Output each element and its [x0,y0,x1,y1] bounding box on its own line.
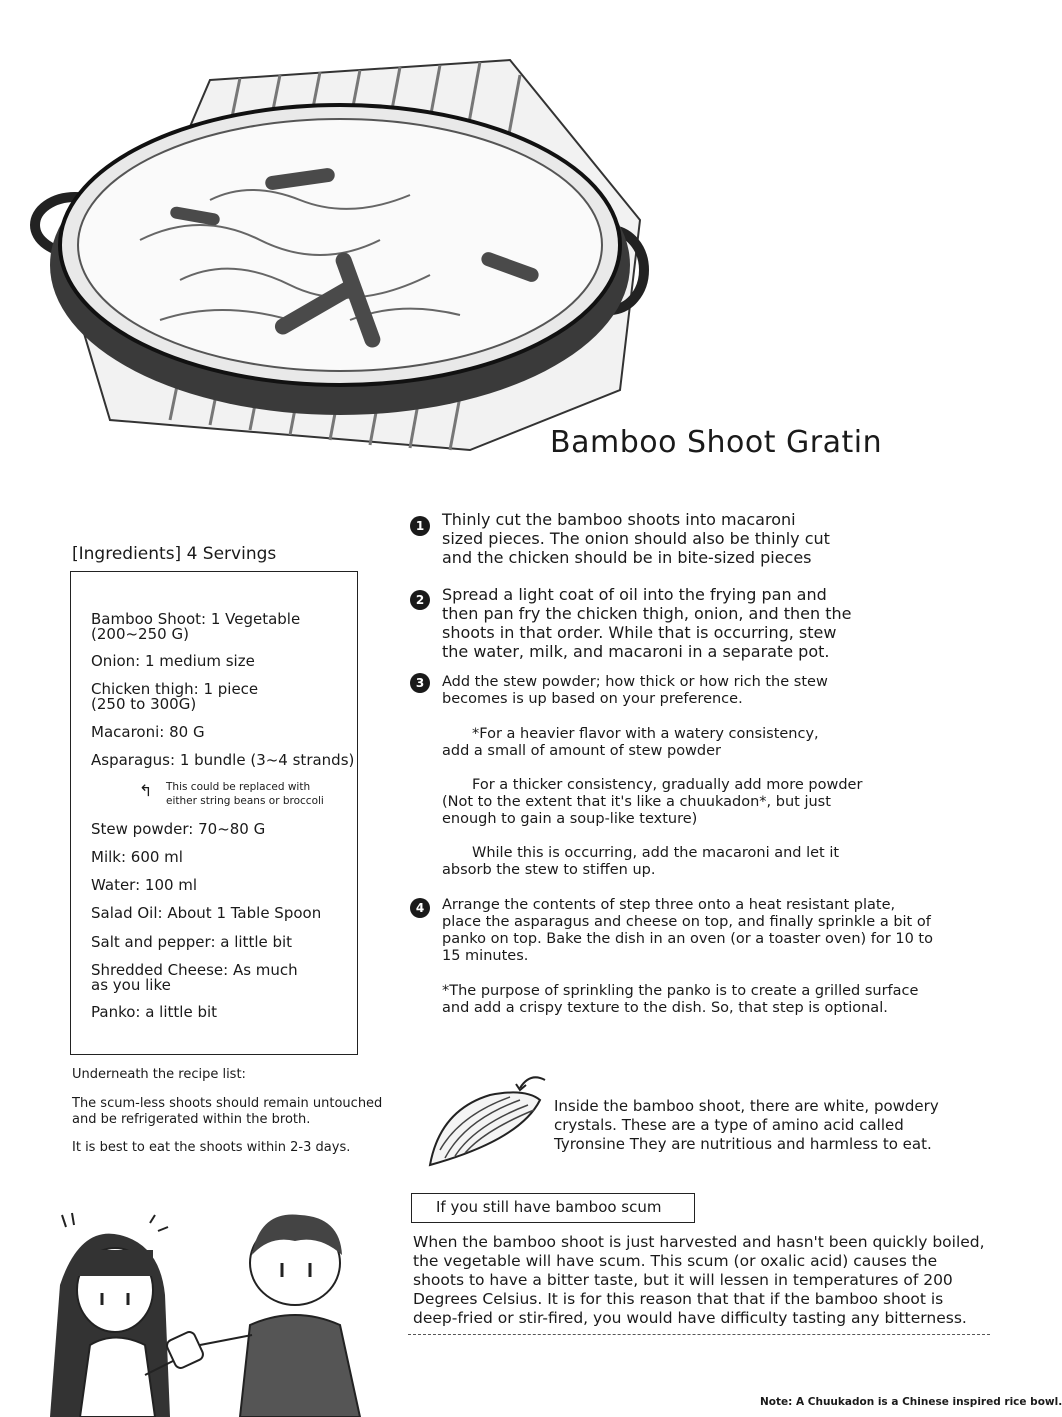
tyrosine-note: Inside the bamboo shoot, there are white, powdery crystals. These are a type of amino acid called Tyronsine They are nutritious and harmless to eat. [554,1097,939,1153]
curved-arrow-icon: ↰ [139,781,153,800]
step-number-badge: 3 [410,673,430,693]
ingredients-box [70,571,358,1055]
step-text: Thinly cut the bamboo shoots into macaroni sized pieces. The onion should also be thinly cut and the chicken should be in bite-sized pieces [442,510,830,567]
ingredient-item: Stew powder: 70~80 G [91,820,266,838]
ingredient-item: Macaroni: 80 G [91,723,205,741]
ingredient-item: Milk: 600 ml [91,848,183,866]
step-text: Add the stew powder; how thick or how rich the stew becomes is up based on your preference. [442,674,828,707]
step-number-badge: 4 [410,898,430,918]
step-text: Arrange the contents of step three onto a heat resistant plate, place the asparagus and cheese on top, and finally sprinkle a bit of panko on top. Bake the dish in an oven (or a toaster oven) for 10 to 15 minutes. [442,897,933,964]
step-note: *For a heavier flavor with a watery consistency, add a small of amount of stew powder [442,726,819,759]
gratin-pan-illustration [20,20,660,460]
ingredient-item: Salad Oil: About 1 Table Spoon [91,904,322,922]
ingredient-item: Shredded Cheese: As much as you like [91,961,298,994]
ingredient-item: Panko: a little bit [91,1003,218,1021]
ingredient-item: Salt and pepper: a little bit [91,933,293,951]
step-note: *The purpose of sprinkling the panko is to create a grilled surface and add a crispy texture to the dish. So, that step is optional. [442,983,919,1016]
footnote: Note: A Chuukadon is a Chinese inspired rice bowl. [760,1396,1062,1408]
storage-note: It is best to eat the shoots within 2-3 days. [72,1140,351,1155]
ingredient-item: Onion: 1 medium size [91,652,255,670]
asparagus-note: This could be replaced with either string beans or broccoli [166,781,324,807]
scum-heading: If you still have bamboo scum [411,1193,695,1223]
ingredients-heading: [Ingredients] 4 Servings [72,544,277,564]
ingredient-item: Chicken thigh: 1 piece (250 to 300G) [91,680,259,713]
ingredient-item: Asparagus: 1 bundle (3~4 strands) [91,751,355,769]
ingredient-item: Water: 100 ml [91,876,198,894]
storage-note: The scum-less shoots should remain untouched and be refrigerated within the broth. [72,1096,383,1127]
step-note: While this is occurring, add the macaroni and let it absorb the stew to stiffen up. [442,845,840,878]
characters-illustration [20,1205,390,1417]
scum-text: When the bamboo shoot is just harvested and hasn't been quickly boiled, the vegetable will have scum. This scum (or oxalic acid) causes the shoots to have a bitter taste, but it will lessen in temperatures of 200 Degrees Celsius. It is for this reason that that if the bamboo shoot is deep-fried or stir-fired, you would have difficulty tasting any bitterness. [413,1233,985,1327]
dashed-divider [408,1334,990,1335]
bamboo-shoot-sketch [420,1070,560,1180]
storage-heading: Underneath the recipe list: [72,1067,246,1082]
step-number-badge: 1 [410,516,430,536]
ingredient-item: Bamboo Shoot: 1 Vegetable (200~250 G) [91,610,301,643]
step-note: For a thicker consistency, gradually add more powder (Not to the extent that it's like a chuukadon*, but just enough to gain a soup-like texture) [442,777,863,827]
step-number-badge: 2 [410,590,430,610]
recipe-title: Bamboo Shoot Gratin [550,425,883,460]
step-text: Spread a light coat of oil into the frying pan and then pan fry the chicken thigh, onion, and then the shoots in that order. While that is occurring, stew the water, milk, and macaroni in a separate pot. [442,585,852,661]
